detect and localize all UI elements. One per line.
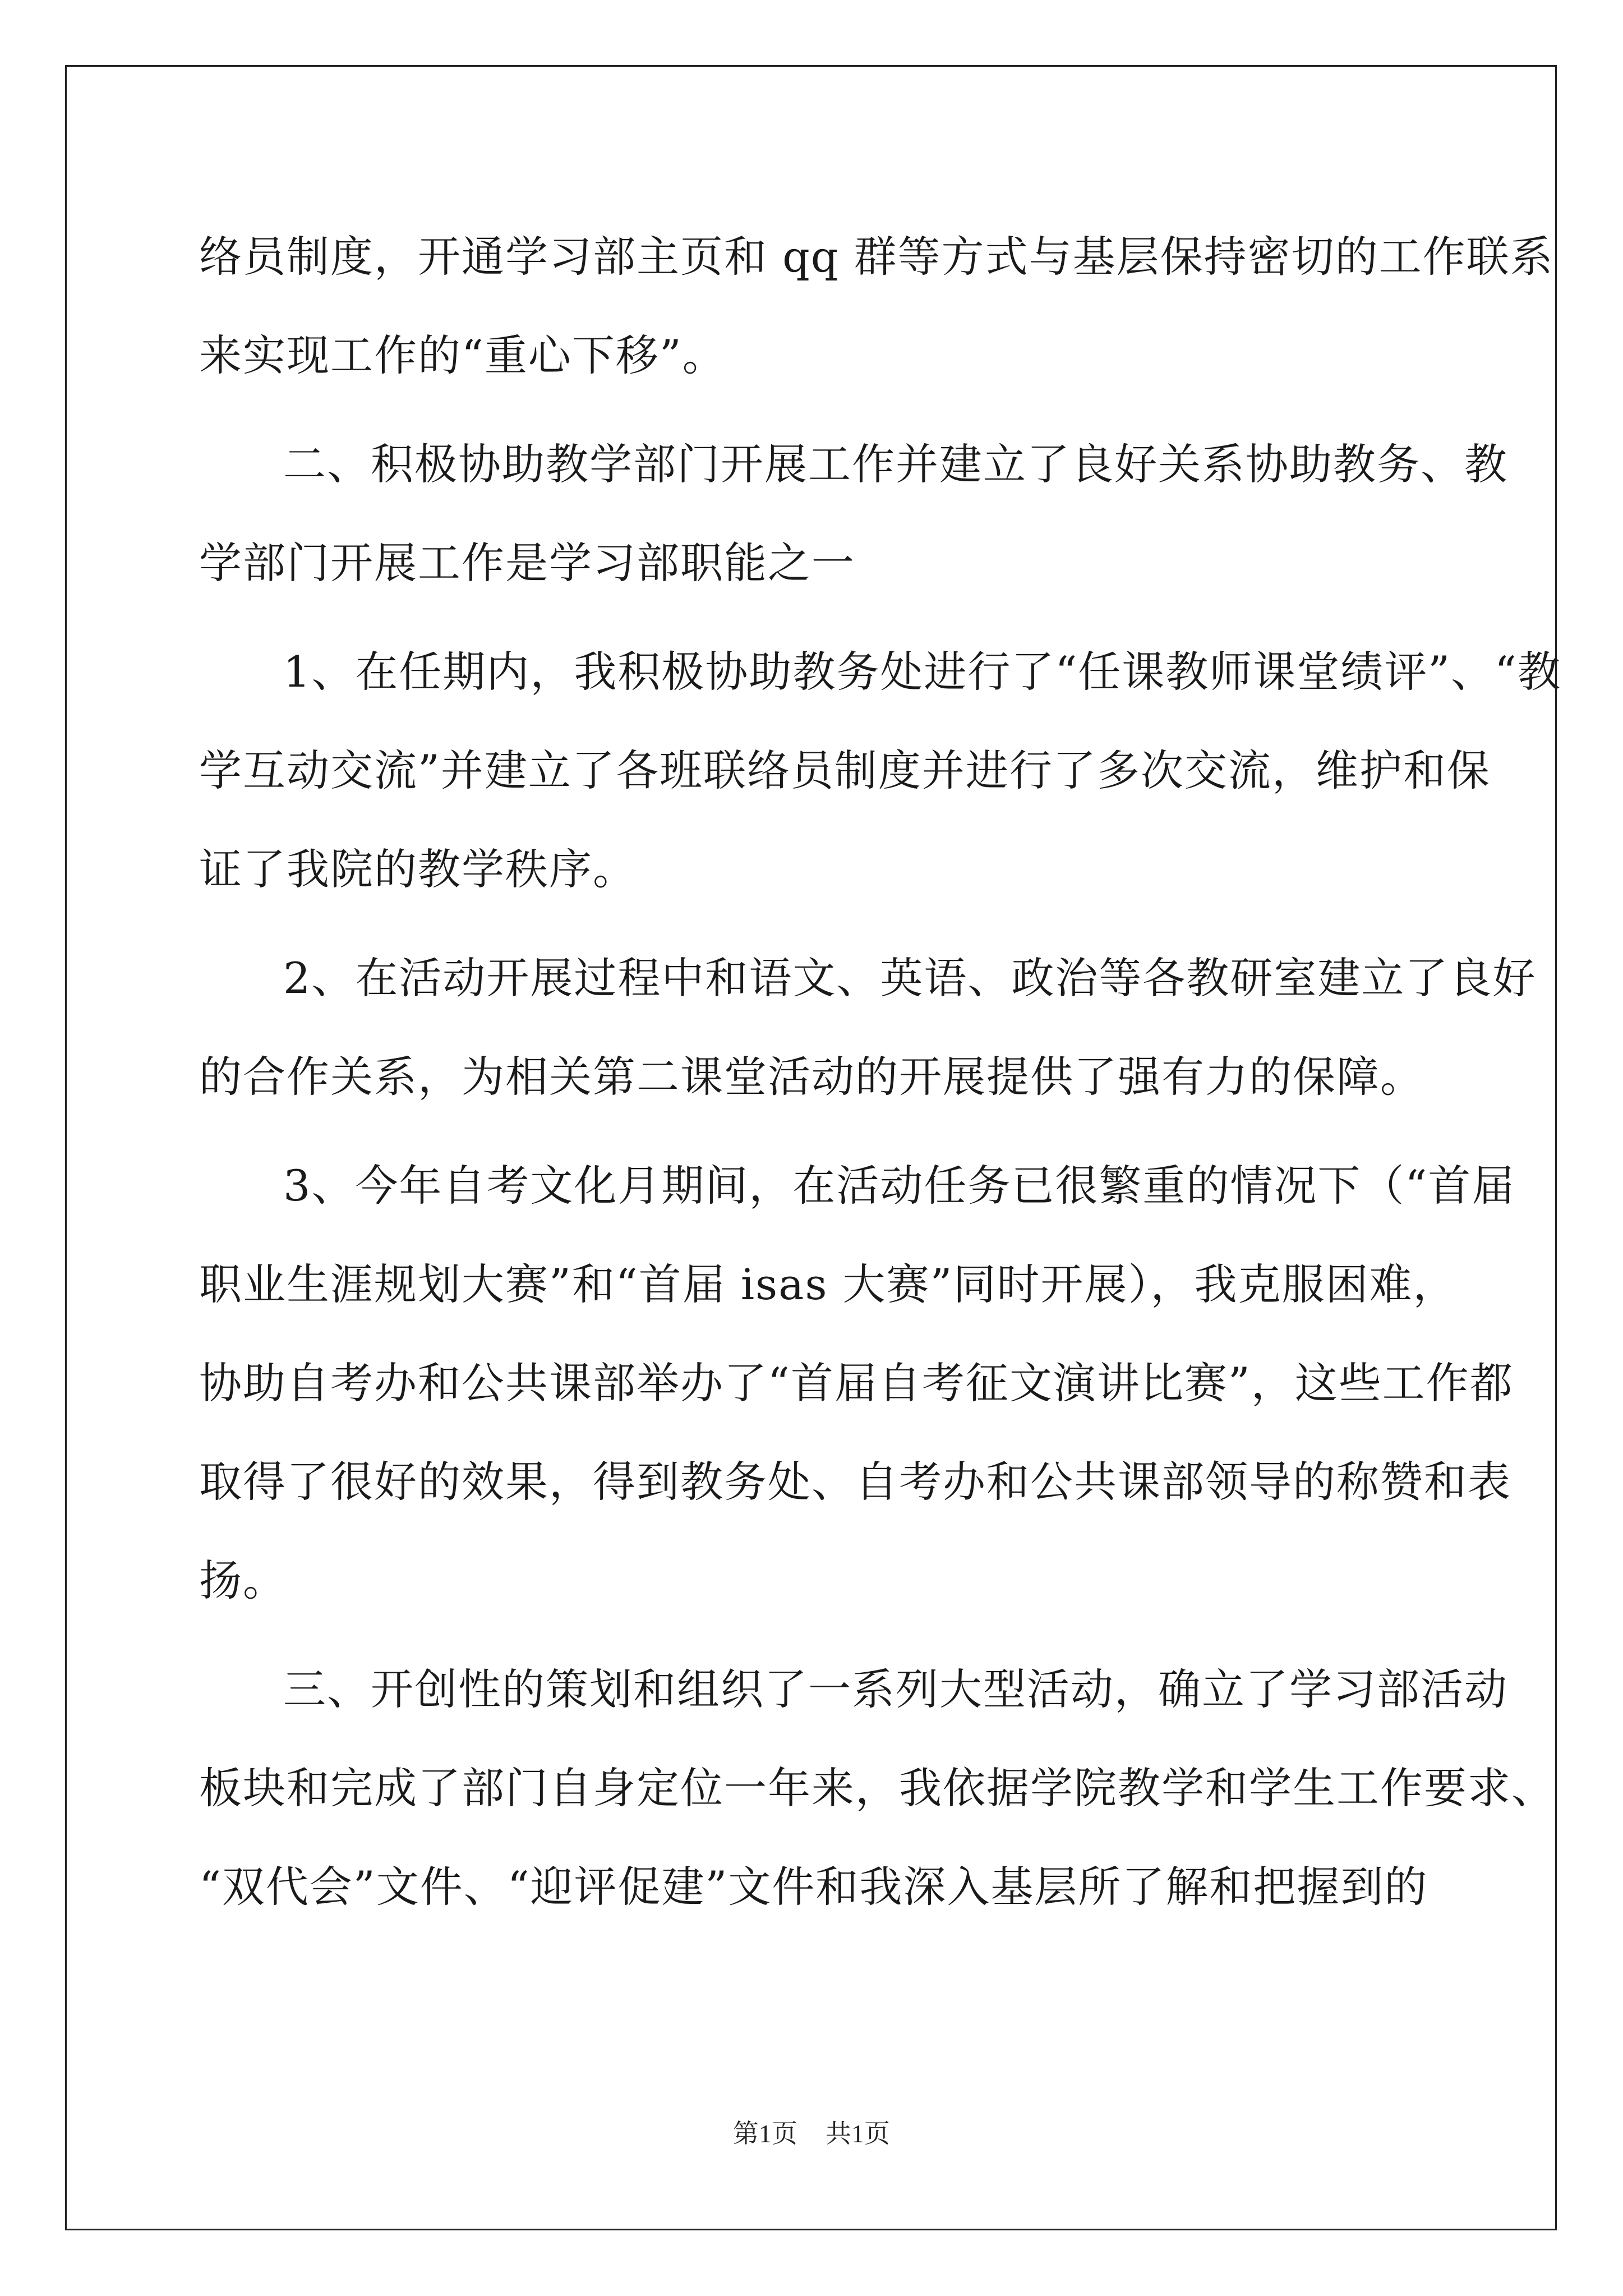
- document-body: [199, 208, 1561, 1936]
- text-line: 学互动交流”并建立了各班联络员制度并进行了多次交流，维护和保: [199, 746, 1491, 795]
- page-number-total: 共1页: [826, 2119, 890, 2148]
- text-line: “双代会”文件、“迎评促建”文件和我深入基层所了解和把握到的: [199, 1862, 1428, 1912]
- text-line: 络员制度，开通学习部主页和 qq 群等方式与基层保持密切的工作联系: [199, 232, 1554, 282]
- text-line: 来实现工作的“重心下移”。: [199, 330, 726, 380]
- text-line: 取得了很好的效果，得到教务处、自考办和公共课部领导的称赞和表: [199, 1457, 1511, 1507]
- text-line: 的合作关系，为相关第二课堂活动的开展提供了强有力的保障。: [199, 1052, 1424, 1102]
- text-line: 板块和完成了部门自身定位一年来，我依据学院教学和学生工作要求、: [199, 1763, 1555, 1813]
- text-line: 3、今年自考文化月期间，在活动任务已很繁重的情况下（“首届: [283, 1161, 1516, 1211]
- text-line: 1、在任期内，我积极协助教务处进行了“任课教师课堂绩评”、“教: [283, 647, 1561, 697]
- text-line: 职业生涯规划大赛”和“首届 isas 大赛”同时开展），我克服困难，: [199, 1259, 1457, 1309]
- page-number-current: 第1页: [733, 2119, 797, 2148]
- page-footer: [0, 2113, 1623, 2150]
- text-line: 2、在活动开展过程中和语文、英语、政治等各教研室建立了良好: [283, 953, 1537, 1003]
- text-line: 扬。: [199, 1556, 287, 1605]
- text-line: 三、开创性的策划和组织了一系列大型活动，确立了学习部活动: [283, 1664, 1508, 1714]
- text-line: 二、积极协助教学部门开展工作并建立了良好关系协助教务、教: [283, 439, 1508, 489]
- text-line: 协助自考办和公共课部举办了“首届自考征文演讲比赛”，这些工作都: [199, 1358, 1514, 1408]
- text-line: 学部门开展工作是学习部职能之一: [199, 538, 855, 588]
- text-line: 证了我院的教学秩序。: [199, 844, 637, 894]
